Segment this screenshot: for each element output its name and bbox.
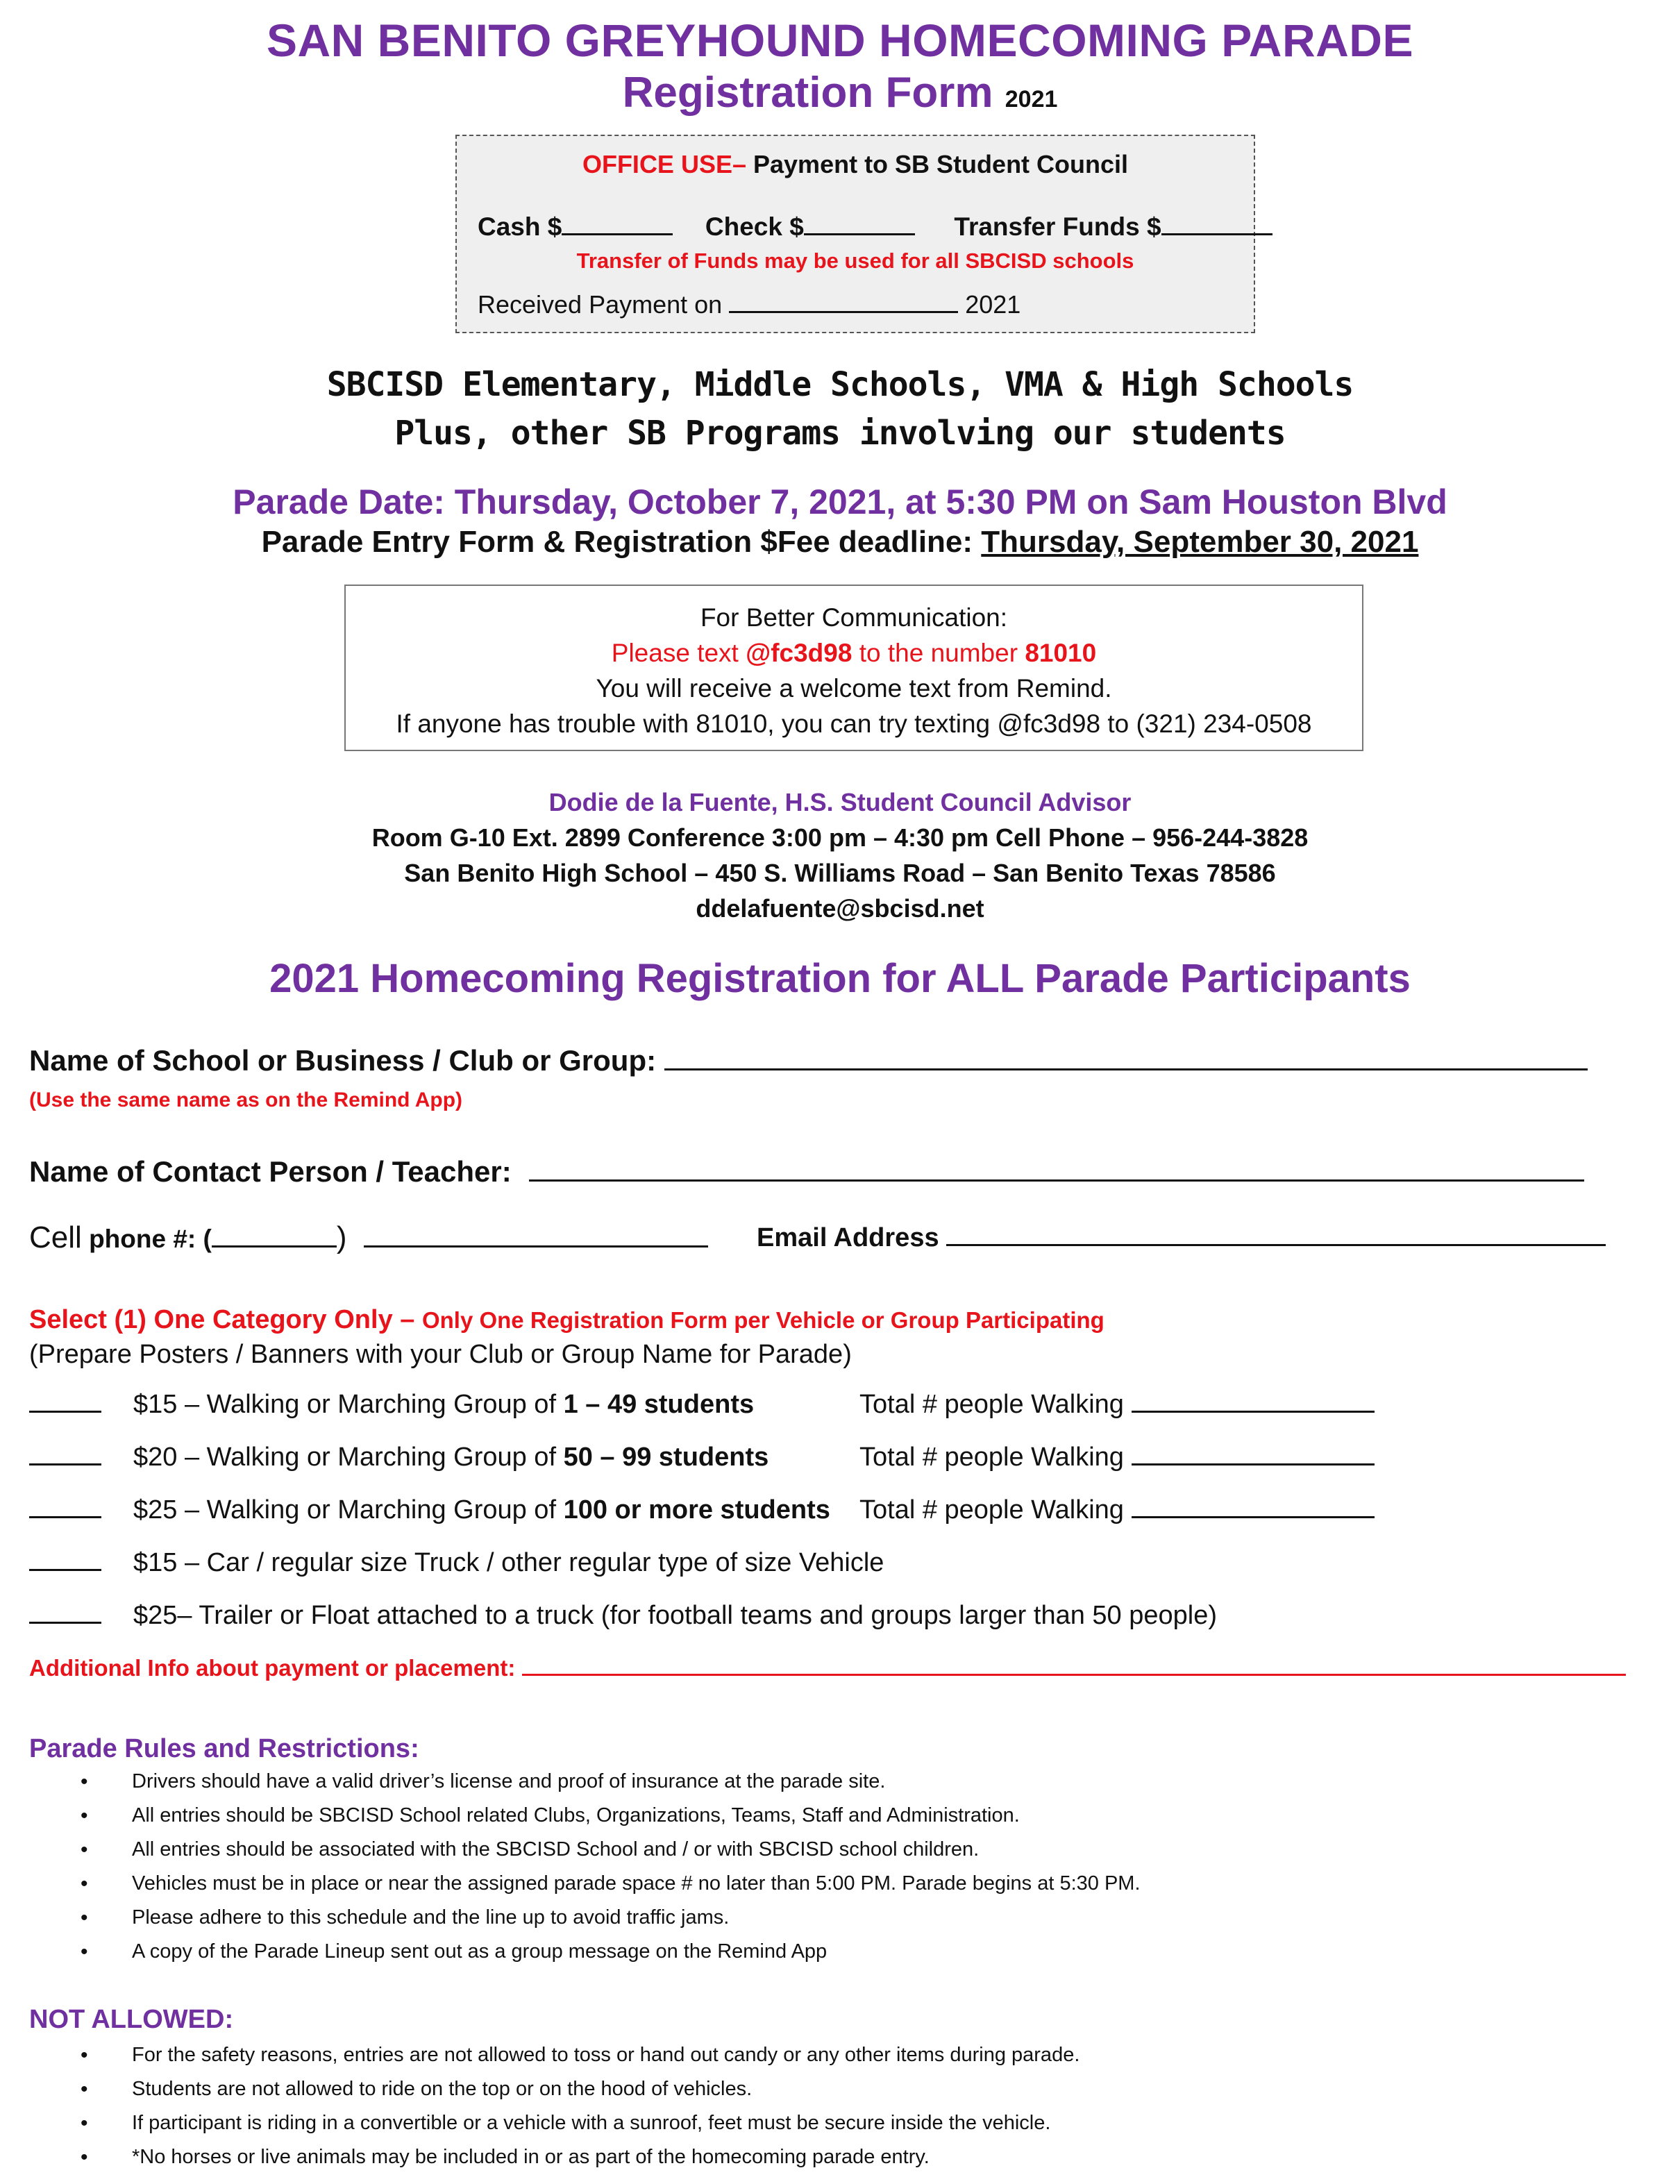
received-label: Received Payment on [478,290,723,319]
comm-line-2 [346,635,1362,671]
not-allowed-item: • For the safety reasons, entries are not allowed to toss or hand out candy or any other items during parade. [132,2038,1080,2072]
comm-text-prefix: Please text [611,639,746,667]
cell-number-field[interactable] [364,1245,708,1248]
email-row [757,1223,1606,1253]
cell-row [29,1220,708,1255]
category-option [29,1495,1680,1525]
check-field[interactable] [804,233,915,235]
category-subheading: (Prepare Posters / Banners with your Club or Group Name for Parade) [29,1340,852,1369]
option-checkline[interactable] [29,1621,101,1624]
option-label: $25– Trailer or Float attached to a truck (for football teams and groups larger than 50 people) [133,1601,1218,1630]
school-name-row [29,1044,1588,1077]
category-option [29,1548,1680,1578]
comm-text-mid: to the number [852,639,1025,667]
rule-item: • A copy of the Parade Lineup sent out as a group message on the Remind App [132,1935,1141,1969]
total-walking-field[interactable] [1132,1463,1375,1465]
option-label: $15 – Walking or Marching Group of 1 – 49 students [133,1390,755,1419]
email-label: Email Address [757,1223,947,1252]
total-walking-field[interactable] [1132,1515,1375,1518]
subtitle-year: 2021 [1005,86,1058,112]
rule-item: • Vehicles must be in place or near the assigned parade space # no later than 5:00 PM. Parade begins at 5:30 PM. [132,1867,1141,1901]
option-label: $20 – Walking or Marching Group of 50 – 99 students [133,1443,769,1472]
form-subtitle [0,68,1680,117]
contact-row [29,1155,1584,1188]
advisor-room: Room G-10 Ext. 2899 Conference 3:00 pm – 4:30 pm Cell Phone – 956-244-3828 [371,823,1309,852]
area-code-field[interactable] [212,1245,337,1248]
option-checkline[interactable] [29,1568,101,1571]
additional-info-row [29,1655,1626,1681]
contact-label: Name of Contact Person / Teacher: [29,1155,520,1188]
additional-info-field[interactable] [522,1673,1626,1676]
school-name-note: (Use the same name as on the Remind App) [29,1089,463,1111]
category-option [29,1443,1680,1472]
received-payment-row [478,290,1275,319]
cell-label: Cell [29,1220,82,1254]
subtitle-text: Registration Form [622,69,993,117]
not-allowed-list [49,2038,1080,2174]
transfer-field[interactable] [1161,233,1272,235]
deadline [0,525,1680,560]
comm-line-3: You will receive a welcome text from Remind. [596,674,1112,703]
cell-label-small: phone #: ( [81,1225,212,1253]
school-name-label: Name of School or Business / Club or Group: [29,1044,664,1077]
rule-item: • Drivers should have a valid driver’s license and proof of insurance at the parade site. [132,1765,1141,1799]
email-field[interactable] [946,1243,1606,1246]
comm-line-4: If anyone has trouble with 81010, you can try texting @fc3d98 to (321) 234-0508 [396,709,1312,738]
option-checkline[interactable] [29,1515,101,1518]
received-date-field[interactable] [729,310,958,313]
office-use-label: OFFICE USE– [582,150,746,178]
category-option [29,1390,1680,1420]
advisor-email: ddelafuente@sbcisd.net [696,894,984,923]
option-total: Total # people Walking [859,1495,1375,1525]
transfer-note: Transfer of Funds may be used for all SBCISD schools [576,249,1134,273]
option-checkline[interactable] [29,1463,101,1465]
school-name-field[interactable] [664,1068,1588,1070]
advisor-info [0,784,1680,926]
cell-close: ) [336,1220,347,1254]
deadline-date: Thursday, September 30, 2021 [981,525,1419,559]
rule-item: • Please adhere to this schedule and the line up to avoid traffic jams. [132,1901,1141,1935]
contact-field[interactable] [529,1179,1584,1182]
deadline-label: Parade Entry Form & Registration $Fee deadline: [261,525,982,559]
option-checkline[interactable] [29,1410,101,1413]
received-year: 2021 [965,290,1021,319]
not-allowed-heading: NOT ALLOWED: [29,2005,234,2034]
transfer-label: Transfer Funds $ [954,212,1161,241]
not-allowed-item: • *No horses or live animals may be included in or as part of the homecoming parade entry. [132,2140,1080,2174]
parade-date: Parade Date: Thursday, October 7, 2021, at 5:30 PM on Sam Houston Blvd [233,482,1447,521]
rule-item: • All entries should be SBCISD School related Clubs, Organizations, Teams, Staff and Administration. [132,1799,1141,1833]
payment-to-label: Payment to SB Student Council [746,150,1129,178]
category-heading-text: Select (1) One Category Only – [29,1305,422,1334]
not-allowed-item: • Students are not allowed to ride on the top or on the hood of vehicles. [132,2072,1080,2106]
form-title: SAN BENITO GREYHOUND HOMECOMING PARADE [267,15,1413,66]
rule-item: • All entries should be associated with the SBCISD School and / or with SBCISD school children. [132,1833,1141,1867]
additional-info-label: Additional Info about payment or placement: [29,1655,522,1681]
remind-code: @fc3d98 [746,639,852,667]
remind-number: 81010 [1025,639,1097,667]
option-label: $25 – Walking or Marching Group of 100 or more students [133,1495,830,1524]
option-total: Total # people Walking [859,1443,1375,1472]
total-walking-field[interactable] [1132,1410,1375,1413]
rules-heading: Parade Rules and Restrictions: [29,1734,419,1763]
payment-fields-row [478,212,1275,242]
category-heading-note: Only One Registration Form per Vehicle or Group Participating [421,1307,1104,1333]
office-use-heading [457,150,1254,179]
registration-heading: 2021 Homecoming Registration for ALL Parade Participants [269,956,1411,1001]
schools-line-2: Plus, other SB Programs involving our students [394,414,1286,453]
office-use-box [455,135,1255,333]
not-allowed-item: • If participant is riding in a convertible or a vehicle with a sunroof, feet must be secure inside the vehicle. [132,2106,1080,2140]
advisor-address: San Benito High School – 450 S. Williams Road – San Benito Texas 78586 [404,859,1276,887]
cash-field[interactable] [562,233,673,235]
rules-list [49,1765,1141,1969]
comm-line-1: For Better Communication: [700,603,1008,632]
option-total: Total # people Walking [859,1390,1375,1420]
option-label: $15 – Car / regular size Truck / other regular type of size Vehicle [133,1548,884,1577]
advisor-name: Dodie de la Fuente, H.S. Student Council Advisor [548,788,1132,816]
category-option [29,1601,1680,1631]
communication-box [344,585,1363,751]
check-label: Check $ [705,212,804,241]
category-heading [29,1305,1104,1335]
cash-label: Cash $ [478,212,562,241]
schools-line-1: SBCISD Elementary, Middle Schools, VMA & High Schools [326,365,1354,404]
